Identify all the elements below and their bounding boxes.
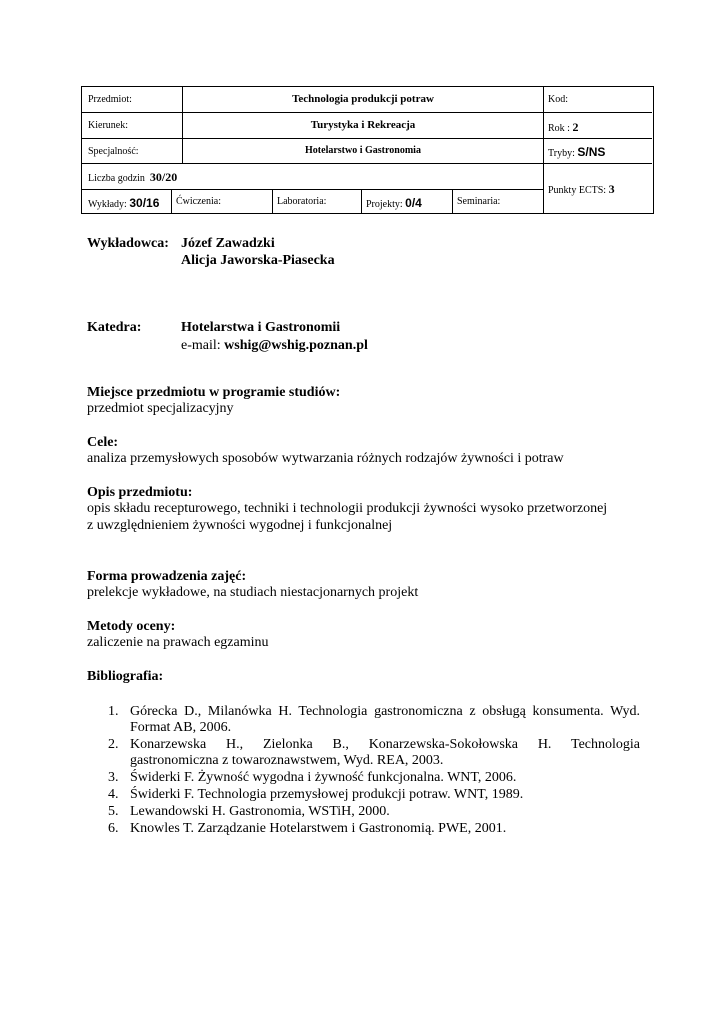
table-divider <box>272 189 273 213</box>
tryby-field <box>548 146 605 159</box>
specjalnosc-label: Specjalność: <box>88 146 139 157</box>
table-divider <box>82 112 652 113</box>
course-header-table <box>81 86 654 214</box>
table-divider <box>171 189 172 213</box>
email-link[interactable]: wshig@wshig.poznan.pl <box>224 338 368 353</box>
miejsce-title: Miejsce przedmiotu w programie studiów: <box>87 385 341 400</box>
bibliografia-title: Bibliografia: <box>87 669 164 684</box>
list-item-number: 2. <box>108 737 119 752</box>
wyklady-value: 30/16 <box>129 196 160 210</box>
kod-label: Kod: <box>548 94 568 105</box>
specjalnosc-value: Hotelarstwo i Gastronomia <box>305 145 421 156</box>
laboratoria-label: Laboratoria: <box>277 196 327 207</box>
cele-text: analiza przemysłowych sposobów wytwarzania różnych rodzajów żywności i potraw <box>87 451 564 466</box>
table-divider <box>452 189 453 213</box>
projekty-value: 0/4 <box>405 196 422 210</box>
list-item-number: 3. <box>108 770 119 785</box>
list-item-text: Lewandowski H. Gastronomia, WSTiH, 2000. <box>130 804 390 819</box>
list-item-number: 4. <box>108 787 119 802</box>
tryby-label: Tryby: <box>548 148 575 159</box>
ects-value: 3 <box>608 182 615 196</box>
list-item-text: Format AB, 2006. <box>130 720 232 735</box>
list-item-text: Knowles T. Zarządzanie Hotelarstwem i Gastronomią. PWE, 2001. <box>130 821 507 836</box>
table-divider <box>361 189 362 213</box>
list-item-number: 6. <box>108 821 119 836</box>
cele-title: Cele: <box>87 435 119 450</box>
opis-line-1: opis składu recepturowego, techniki i technologii produkcji żywności wysoko przetworzonej <box>87 501 608 516</box>
list-item-text: Świderki F. Żywność wygodna i żywność funkcjonalna. WNT, 2006. <box>130 770 517 785</box>
list-item-text: gastronomiczna z towaroznawstwem, Wyd. REA, 2003. <box>130 753 444 768</box>
wyklady-label: Wykłady: <box>88 199 127 210</box>
przedmiot-label: Przedmiot: <box>88 94 132 105</box>
wykladowca-name-1: Józef Zawadzki <box>181 236 275 251</box>
table-divider <box>543 87 544 213</box>
projekty-label: Projekty: <box>366 199 403 210</box>
metody-title: Metody oceny: <box>87 619 176 634</box>
liczba-godzin-label: Liczba godzin <box>88 173 145 184</box>
forma-text: prelekcje wykładowe, na studiach niestacjonarnych projekt <box>87 585 419 600</box>
rok-field <box>548 121 578 134</box>
list-item-text: Konarzewska H., Zielonka B., Konarzewska-Sokołowska H. Technologia <box>130 737 640 752</box>
list-item-text: Świderki F. Technologia przemysłowej produkcji potraw. WNT, 1989. <box>130 787 524 802</box>
wykladowca-name-2: Alicja Jaworska-Piasecka <box>181 253 335 268</box>
kierunek-value: Turystyka i Rekreacja <box>310 119 416 131</box>
email-prefix: e-mail: <box>181 338 221 353</box>
katedra-email-line <box>181 338 368 354</box>
wyklady-field <box>88 197 159 210</box>
miejsce-text: przedmiot specjalizacyjny <box>87 401 234 416</box>
list-item-text: Górecka D., Milanówka H. Technologia gastronomiczna z obsługą konsumenta. Wyd. <box>130 704 640 719</box>
metody-text: zaliczenie na prawach egzaminu <box>87 635 269 650</box>
wykladowca-label: Wykładowca: <box>87 236 169 251</box>
ects-label: Punkty ECTS: <box>548 185 607 196</box>
przedmiot-value: Technologia produkcji potraw <box>292 93 434 105</box>
liczba-godzin-field <box>88 171 177 184</box>
ects-field <box>548 183 615 196</box>
kierunek-label: Kierunek: <box>88 120 128 131</box>
table-divider <box>82 138 652 139</box>
opis-line-2: z uwzględnieniem żywności wygodnej i funkcjonalnej <box>87 518 393 533</box>
katedra-name: Hotelarstwa i Gastronomii <box>181 320 341 335</box>
rok-label: Rok : <box>548 123 570 134</box>
opis-title: Opis przedmiotu: <box>87 485 193 500</box>
rok-value: 2 <box>572 120 579 134</box>
list-item-number: 5. <box>108 804 119 819</box>
table-divider <box>82 189 543 190</box>
cwiczenia-label: Ćwiczenia: <box>176 196 221 207</box>
list-item-number: 1. <box>108 704 119 719</box>
tryby-value: S/NS <box>577 145 606 159</box>
liczba-godzin-value: 30/20 <box>149 170 178 184</box>
forma-title: Forma prowadzenia zajęć: <box>87 569 247 584</box>
katedra-label: Katedra: <box>87 320 142 335</box>
table-divider <box>82 163 652 164</box>
projekty-field <box>366 197 422 210</box>
seminaria-label: Seminaria: <box>457 196 501 207</box>
